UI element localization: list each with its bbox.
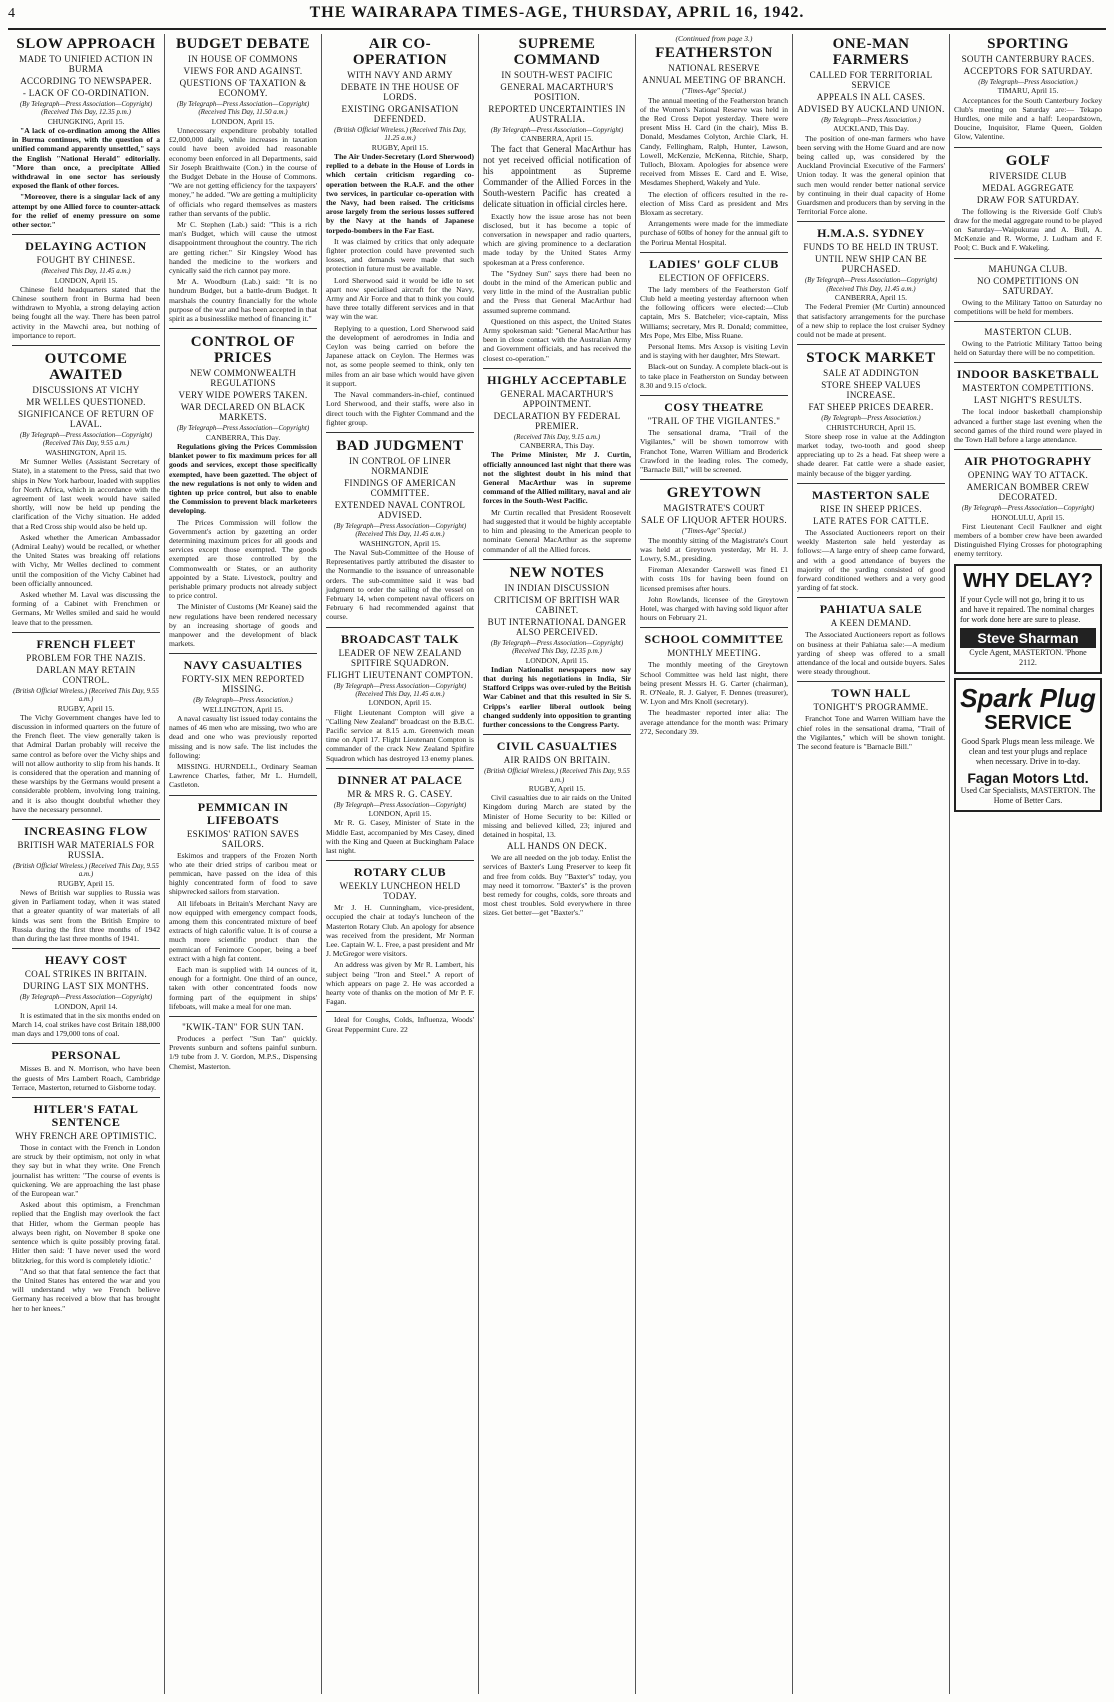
paragraph: The lady members of the Featherston Golf Club held a meeting yesterday afternoon when the following officers were elected:—Club captain, Mrs S. Batcheler; vice-captain, Miss Williams; secretary, Mrs R. Donald; committee, Mrs Pope, Mrs Elbe, Miss Ruane. bbox=[640, 284, 788, 340]
dateline: LONDON, April 15. bbox=[368, 698, 432, 708]
paragraph: The Prime Minister, Mr J. Curtin, officially announced last night that there was not the slightest doubt in his mind that General MacArthur was in supreme command of the Allied military, naval and air forces in the South-West Pacific. bbox=[483, 450, 631, 506]
subheading: - LACK OF CO-ORDINATION. bbox=[22, 88, 150, 98]
advert-address: Cycle Agent, MASTERTON. 'Phone 2112. bbox=[969, 647, 1087, 667]
paragraph: The Federal Premier (Mr Curtin) announced that satisfactory arrangements for the purchase of a new ship to replace the lost cruiser Sydney could not be made at present. bbox=[797, 302, 945, 340]
paragraph: The monthly meeting of the Greytown School Committee was held last night, there being present Messrs H. G. Carter (chairman), R. O'Neale, R. J. Galyer, F. Dennes (treasurer), W. Lyon and Mrs Knoll (secretary). bbox=[640, 660, 788, 707]
advert-fagan-motors bbox=[954, 678, 1102, 812]
subheading: REPORTED UNCERTAINTIES IN AUSTRALIA. bbox=[488, 104, 626, 124]
subheading: MONTHLY MEETING. bbox=[667, 648, 761, 659]
paragraph: Franchot Tone and Warren William have the chief roles in the sensational drama, "Trail of the Vigilantes," which will be shown tonight. The second feature is "Barnacle Bill." bbox=[797, 714, 945, 751]
subheading: MR WELLES QUESTIONED. bbox=[26, 397, 146, 408]
paragraph: Produces a perfect "Sun Tan" quickly. Prevents sunburn and softens painful sunburn. 1/9 tube from J. V. Gordon, M.P.S., Dispensing Chemist, Masterton. bbox=[169, 1034, 317, 1071]
headline: BAD JUDGMENT bbox=[336, 437, 464, 454]
dateline: CANBERRA, April 15. bbox=[520, 134, 594, 144]
byline: (By Telegraph—Press Association—Copyright) (Received This Day, 11.50 a.m.) bbox=[176, 100, 310, 117]
article-civil-casualties bbox=[483, 734, 631, 917]
article-delaying-action bbox=[12, 234, 160, 340]
subheading: MASTERTON COMPETITIONS. bbox=[962, 383, 1094, 394]
headline: LADIES' GOLF CLUB bbox=[649, 256, 779, 271]
article-sporting bbox=[954, 36, 1102, 142]
subheading: IN HOUSE OF COMMONS bbox=[188, 54, 298, 64]
byline: (By Telegraph—Press Association—Copyright) bbox=[176, 424, 310, 433]
paragraph: The Naval commanders-in-chief, continued Lord Sherwood, and their staffs, were also in direct touch with the Fighter Command and the fighter group. bbox=[326, 390, 474, 427]
article-air-cooperation bbox=[326, 36, 474, 427]
subheading: DISCUSSIONS AT VICHY bbox=[32, 385, 140, 396]
article-french-fleet bbox=[12, 632, 160, 814]
headline: AIR PHOTOGRAPHY bbox=[964, 454, 1092, 469]
subheading: DARLAN MAY RETAIN CONTROL. bbox=[36, 664, 136, 685]
byline: (By Telegraph—Press Association—Copyright) (Received This Day, 11.45 a.m.) bbox=[804, 276, 938, 293]
paragraph: Ideal for Coughs, Colds, Influenza, Woods' Great Peppermint Cure. 22 bbox=[326, 1015, 474, 1034]
subheading: DRAW FOR SATURDAY. bbox=[976, 194, 1080, 205]
subheading: A KEEN DEMAND. bbox=[830, 618, 912, 629]
paragraph: It is estimated that in the six months ended on March 14, coal strikes have cost Britain 188,000 man days and 179,000 tons of coal. bbox=[12, 1010, 160, 1039]
paragraph: Civil casualties due to air raids on the United Kingdom during March are stated by the Minister of Home Security to be: Killed or missing and believed killed, 23; injured and detained in hospital, 13. bbox=[483, 793, 631, 839]
paragraph: The fact that General MacArthur has not yet received official notification of his appointment as Supreme Commander of the Allied Forces in the South-western Pacific has created a delicate situation in official circles here. bbox=[483, 143, 631, 209]
paragraph: Each man is supplied with 14 ounces of it, enough for a fortnight. One third of an ounce, taken with other concentrated foods now forming part of the equipment in ships' lifeboats, will make a meal for one man. bbox=[169, 965, 317, 1011]
article-town-hall bbox=[797, 681, 945, 751]
byline: (By Telegraph—Press Association—Copyright) (Received This Day, 11.45 a.m.) bbox=[333, 521, 467, 539]
dateline: LONDON, April 15. bbox=[525, 655, 589, 665]
paragraph: Lord Sherwood said it would be idle to set apart now specialised aircraft for the Navy, Army and Air Force and that to think you could have three totally different services and in that way win the war. bbox=[326, 275, 474, 322]
dateline: CHRISTCHURCH, April 15. bbox=[826, 422, 916, 432]
headline: FEATHERSTON bbox=[655, 45, 773, 62]
subheading: RIVERSIDE CLUB bbox=[989, 170, 1067, 181]
headline: HEAVY COST bbox=[44, 953, 128, 968]
dateline: LONDON, April 15. bbox=[368, 809, 432, 819]
headline: "KWIK-TAN" FOR SUN TAN. bbox=[182, 1022, 304, 1033]
headline: PEMMICAN IN LIFEBOATS bbox=[197, 799, 289, 827]
byline: (By Telegraph—Press Association.) bbox=[978, 78, 1078, 86]
subheading: WEEKLY LUNCHEON HELD TODAY. bbox=[339, 881, 461, 902]
subheading: PROBLEM FOR THE NAZIS. bbox=[26, 652, 146, 663]
subheading: IN INDIAN DISCUSSION bbox=[504, 582, 610, 593]
column-6 bbox=[793, 34, 950, 1694]
headline: MASTERTON CLUB. bbox=[984, 327, 1072, 338]
subheading: LAST NIGHT'S RESULTS. bbox=[973, 395, 1083, 406]
headline: ROTARY CLUB bbox=[353, 865, 447, 880]
paragraph: Indian Nationalist newspapers now say that during his negotiations in India, Sir Stafford Cripps was over-ruled by the British War Cabinet and that this resulted in Sir S. Cripps's earlier liberal outlook being changed suddenly into opposition to granting further concessions to the Congress Party. bbox=[483, 664, 631, 729]
dateline: CANBERRA, April 15. bbox=[834, 293, 908, 303]
advert-address: Used Car Specialists, MASTERTON. The Home of Better Cars. bbox=[960, 785, 1096, 805]
subheading: APPEALS IN ALL CASES. bbox=[816, 92, 926, 102]
headline: MAHUNGA CLUB. bbox=[988, 263, 1068, 274]
paragraph: "And so that that fatal sentence the fact that the United States has entered the war and you will understand why we French believe Germany has received a blow that has brought her to her knees." bbox=[12, 1266, 160, 1313]
paragraph: Those in contact with the French in London are struck by their optimism, not only in what they say but in what they write. One French journalist has written: "The course of events is quickening. We are approaching the last phase of the European war." bbox=[12, 1143, 160, 1199]
headline: SLOW APPROACH bbox=[16, 36, 156, 52]
paragraph: It was claimed by critics that only adequate fighter protection could have prevented such losses, and demands were made that such protection in future must be available. bbox=[326, 236, 474, 274]
article-masterton-sale bbox=[797, 483, 945, 592]
subheading: ELECTION OF OFFICERS. bbox=[658, 272, 770, 283]
subheading: AMERICAN BOMBER CREW DECORATED. bbox=[966, 482, 1090, 503]
subheading: NATIONAL RESERVE bbox=[668, 63, 760, 74]
paragraph: Arrangements were made for the immediate purchase of 60lbs of honey for the annual gift to the Porirua Mental Hospital. bbox=[640, 219, 788, 247]
subheading: IN CONTROL OF LINER NORMANDIE bbox=[348, 455, 452, 476]
dateline: TIMARU, April 15. bbox=[997, 86, 1059, 96]
subheading: LATE RATES FOR CATTLE. bbox=[812, 515, 930, 526]
paragraph: Mr J. H. Cunningham, vice-president, occupied the chair at today's luncheon of the Masterton Rotary Club. An apology for absence was received from the president, Mr Norman Lee. Captain W. L. Free, a past president and Mr J. McGregor were visitors. bbox=[326, 903, 474, 959]
column-3 bbox=[322, 34, 479, 1694]
paragraph: The monthly sitting of the Magistrate's Court was held at Greytown yesterday, Mr H. J. Lowry, S.M., presiding. bbox=[640, 535, 788, 563]
paragraph: The Minister of Customs (Mr Keane) said the new regulations have been rendered necessary by an increasing shortage of goods and manpower and the development of black markets. bbox=[169, 602, 317, 649]
headline: FRENCH FLEET bbox=[36, 636, 136, 651]
byline: (By Telegraph—Press Association—Copyright) (Received This Day, 12.35 p.m.) bbox=[19, 100, 153, 117]
subheading: WAR DECLARED ON BLACK MARKETS. bbox=[180, 402, 306, 423]
paragraph: First Lieutenant Cecil Faulkner and eight members of a bomber crew have been awarded Distinguished Flying Crosses for photographing enemy territory. bbox=[954, 521, 1102, 559]
paragraph: Chinese field headquarters stated that the Chinese southern front in Burma had been withdrawn to Myohla, a strong delaying action being fought all the way. There has been patrol activity in the Mawchi area, but nothing of importance to report. bbox=[12, 284, 160, 340]
headline: OUTCOME AWAITED bbox=[44, 351, 128, 384]
subheading: EXISTING ORGANISATION DEFENDED. bbox=[341, 104, 459, 124]
headline: PERSONAL bbox=[51, 1048, 121, 1063]
subheading: GENERAL MACARTHUR'S POSITION. bbox=[500, 82, 614, 102]
paragraph: Black-out on Sunday. A complete black-out is to take place in Featherston on Sunday between 8.30 and 9.15 o'clock. bbox=[640, 362, 788, 390]
subheading: CALLED FOR TERRITORIAL SERVICE bbox=[809, 70, 933, 90]
advert-text: If your Cycle will not go, bring it to us and have it repaired. The nominal charges for work done here are sure to please. bbox=[960, 594, 1095, 624]
article-broadcast-talk bbox=[326, 627, 474, 763]
paragraph: Unnecessary expenditure probably totalled £2,000,000 daily, while increases in taxation could have been avoided had reasonable economy been enforced in all Departments, said Sir Joseph Braithwaite (Con.) in the course of the Budget Debate in the House of Commons. "We are not getting efficiency for the taxpayers' money," he added. "We are getting a multiplicity of officials who regard themselves as masters rather than servants of the public. bbox=[169, 126, 317, 218]
advert-kwik-tan bbox=[169, 1016, 317, 1071]
article-dinner-at-palace bbox=[326, 768, 474, 855]
headline: DELAYING ACTION bbox=[25, 239, 147, 254]
subheading: SALE OF LIQUOR AFTER HOURS. bbox=[641, 515, 787, 526]
headline: HIGHLY ACCEPTABLE bbox=[487, 372, 627, 387]
paragraph: Exactly how the issue arose has not been disclosed, but it has become a topic of conversation in newspaper and radio quarters, which are giving prominence to a declaration made today by the United States Army spokesman at a Press conference. bbox=[483, 211, 631, 267]
dateline: CANBERRA, This Day. bbox=[205, 432, 281, 442]
paragraph: Misses B. and N. Morrison, who have been the guests of Mrs Lambert Roach, Cambridge Terrace, Masterton, returned to Gisborne today. bbox=[12, 1064, 160, 1092]
subheading: FOUGHT BY CHINESE. bbox=[36, 255, 136, 266]
paragraph: Owing to the Patriotic Military Tattoo being held on Saturday there will be no competition. bbox=[954, 339, 1102, 358]
subheading: "TRAIL OF THE VIGILANTES." bbox=[647, 416, 781, 427]
paragraph: "Moreover, there is a singular lack of any attempt by one Allied force to counter-attack for the relief of enemy pressure on some other sector." bbox=[12, 192, 160, 230]
advert-headline: WHY DELAY? bbox=[962, 569, 1094, 592]
subheading: WHY FRENCH ARE OPTIMISTIC. bbox=[15, 1131, 157, 1142]
headline: PAHIATUA SALE bbox=[819, 602, 923, 617]
article-hitlers-fatal-sentence bbox=[12, 1097, 160, 1313]
masthead bbox=[8, 4, 1106, 30]
subheading: FORTY-SIX MEN REPORTED MISSING. bbox=[181, 674, 305, 695]
article-new-notes bbox=[483, 559, 631, 729]
article-golf bbox=[954, 147, 1102, 253]
paragraph: Asked whether M. Laval was discussing the forming of a Cabinet with Frenchmen or Germans, Mr Welles smiled and said he would leave that to the pressmen. bbox=[12, 589, 160, 627]
paragraph: The "Sydney Sun" says there had been no doubt in the mind of the American public and very little in the mind of the Australian public and the Press that General MacArthur had assumed supreme command. bbox=[483, 268, 631, 315]
article-outcome-awaited bbox=[12, 345, 160, 627]
paragraph: Mr Curtin recalled that President Roosevelt had suggested that it would be highly acceptable to him and pleasing to the American people to nominate General MacArthur as the supreme commander of all the Allied forces. bbox=[483, 507, 631, 554]
dateline: LONDON, April 15. bbox=[211, 116, 275, 126]
headline: BROADCAST TALK bbox=[340, 631, 460, 646]
paragraph: Personal Items. Mrs Axsop is visiting Levin and is staying with her daughter, Mrs Stewart. bbox=[640, 342, 788, 361]
subheading: NO COMPETITIONS ON SATURDAY. bbox=[977, 275, 1079, 296]
headline: CONTROL OF PRICES bbox=[190, 334, 296, 367]
byline: ("Times-Age" Special.) bbox=[681, 87, 747, 96]
subheading: ACCEPTORS FOR SATURDAY. bbox=[963, 66, 1093, 76]
headline: HITLER'S FATAL SENTENCE bbox=[33, 1102, 139, 1130]
headline: SCHOOL COMMITTEE bbox=[644, 632, 784, 647]
dateline: RUGBY, April 15. bbox=[57, 703, 115, 713]
byline: (British Official Wireless.) (Received This Day, 9.55 a.m.) bbox=[13, 862, 159, 879]
article-rotary-club bbox=[326, 860, 474, 1006]
subheading: BRITISH WAR MATERIALS FOR RUSSIA. bbox=[17, 840, 155, 860]
column-7 bbox=[950, 34, 1106, 1694]
headline: TOWN HALL bbox=[831, 686, 911, 701]
column-1 bbox=[8, 34, 165, 1694]
dateline: HONOLULU, April 15. bbox=[991, 512, 1065, 522]
paragraph: We are all needed on the job today. Enlist the services of Baxter's Lung Preserver to keep fit and free from colds. Buy "Baxter's" today, you may need it tomorrow. "Baxter's" is the proven best remedy for coughs, colds, sore throats and most chest troubles. Sold everywhere in three sizes. Get better—get "Baxter's." bbox=[483, 853, 631, 918]
article-featherston bbox=[640, 45, 788, 247]
headline: DINNER AT PALACE bbox=[337, 772, 463, 787]
byline: (By Telegraph—Press Association.) bbox=[821, 116, 921, 124]
paragraph: Mr R. G. Casey, Minister of State in the Middle East, accompanied by Mrs Casey, dined with the King and Queen at Buckingham Palace last night. bbox=[326, 818, 474, 855]
subheading: GENERAL MACARTHUR'S APPOINTMENT. bbox=[500, 388, 614, 409]
subheading: VERY WIDE POWERS TAKEN. bbox=[178, 390, 308, 401]
paragraph: Mr Sumner Welles (Assistant Secretary of State), in a statement to the Press, said that two ships in New York harbour, loaded with supplies for North Africa, which in accordance with the agreement of last week would have sailed shortly, will now be held up pending the clarification of the Vichy situation. He added that a Red Cross ship would also be held up. bbox=[12, 457, 160, 531]
subheading: SIGNIFICANCE OF RETURN OF LAVAL. bbox=[18, 409, 154, 430]
subheading: DECLARATION BY FEDERAL PREMIER. bbox=[493, 410, 621, 431]
subheading: QUESTIONS OF TAXATION & ECONOMY. bbox=[179, 78, 307, 98]
paragraph: Flight Lieutenant Compton will give a "Calling New Zealand" broadcast on the B.B.C. Pacific service at 8.15 a.m. Greenwich mean time on April 17. Flight Lieutenant Compton is commander of the crack New Zealand Spitfire Squadron which has destroyed 13 enemy planes. bbox=[326, 707, 474, 763]
article-stock-market bbox=[797, 344, 945, 478]
subheading: LEADER OF NEW ZEALAND SPITFIRE SQUADRON. bbox=[338, 647, 462, 668]
paragraph: The Associated Auctioneers report as follows on business at their Pahiatua sale:—A medium yarding of sheep was offered to a small attendance of the local and outside buyers. Sales were steady throughout. bbox=[797, 630, 945, 677]
subheading: ACCORDING TO NEWSPAPER. bbox=[20, 76, 152, 86]
paragraph: The Prices Commission will follow the Government's action by gazetting an order determining maximum prices for all goods and services except those exempted. The goods exempted are those controlled by the Commonwealth or States, or an authority appointed by a State. Livestock, poultry and perishable primary products not already subject to price control. bbox=[169, 517, 317, 601]
subheading: SOUTH CANTERBURY RACES. bbox=[961, 54, 1095, 64]
dateline: CANBERRA, This Day. bbox=[519, 441, 595, 451]
paragraph: The sensational drama, "Trail of the Vigilantes," will be shown tomorrow with Franchot Tone, Warren William and Broderick Crawford in the leading roles. The comedy, "Barnacle Bill," will be screened. bbox=[640, 428, 788, 474]
byline: (By Telegraph—Press Association—Copyright) bbox=[961, 504, 1095, 513]
byline: (By Telegraph—Press Association.) bbox=[193, 696, 293, 705]
paragraph: A naval casualty list issued today contains the names of 46 men who are missing, two who are dead and one who was previously reported missing and is now safe. The list includes the following: bbox=[169, 713, 317, 760]
subheading: ANNUAL MEETING OF BRANCH. bbox=[642, 75, 786, 86]
newspaper-page bbox=[8, 4, 1106, 1694]
subheading: ADVISED BY AUCKLAND UNION. bbox=[797, 104, 945, 114]
byline: ("Times-Age" Special.) bbox=[681, 527, 747, 536]
subheading: BUT INTERNATIONAL DANGER ALSO PERCEIVED. bbox=[487, 616, 627, 637]
dateline: WASHINGTON, April 15. bbox=[359, 538, 441, 548]
article-mahunga-club bbox=[954, 258, 1102, 316]
columns bbox=[8, 34, 1106, 1694]
byline: (By Telegraph—Press Association.) bbox=[821, 414, 921, 423]
article-control-of-prices bbox=[169, 328, 317, 648]
paragraph: Questioned on this aspect, the United States Army spokesman said: "General MacArthur has been in close contact with the Australian Army and Government officials, and has received the closest co-operation." bbox=[483, 316, 631, 363]
article-masterton-club bbox=[954, 321, 1102, 357]
dateline: AUCKLAND, This Day. bbox=[833, 124, 909, 134]
subheading: MR & MRS R. G. CASEY. bbox=[347, 788, 453, 799]
subheading: COAL STRIKES IN BRITAIN. bbox=[24, 969, 148, 980]
paragraph: Mr A. Woodburn (Lab.) said: "It is no hundrum Budget, but a battle-drum Budget. It marshals the country financially for the whole purpose of the war and has been accepted in that spirit as a businesslike method of financing it." bbox=[169, 277, 317, 324]
byline: (Received This Day, 11.45 a.m.) bbox=[41, 267, 131, 276]
subheading: FINDINGS OF AMERICAN COMMITTEE. bbox=[344, 477, 456, 498]
paragraph: Fireman Alexander Carswell was fined £1 with costs 10s for having been found on licensed premises after hours. bbox=[640, 565, 788, 593]
paragraph: Owing to the Military Tattoo on Saturday no competitions will be held for members. bbox=[954, 297, 1102, 316]
paragraph: The annual meeting of the Featherston branch of the Women's National Reserve was held in the Red Cross Depot yesterday. There were present Miss H. Card (in the chair), Miss B. Donald, Mesdames Colyton, Archie Clark, H. Candy, Fellingham, Ralph, Hunter, Lawson, Lowell, McKenzie, McKenna, Ritchie, Sharp, Tulloch, Bloxam. Apologies for absence were received from Misses E. Card and E. Wise, Mesdames Shepherd, Wakely and Yule. bbox=[640, 95, 788, 188]
byline: (By Telegraph—Press Association—Copyright) (Received This Day, 9.55 a.m.) bbox=[19, 431, 153, 448]
dateline: RUGBY, April 15. bbox=[57, 878, 115, 888]
article-indoor-basketball bbox=[954, 362, 1102, 444]
subheading: MADE TO UNIFIED ACTION IN BURMA bbox=[19, 54, 153, 74]
paragraph: The local indoor basketball championship advanced a further stage last evening when the second games of the third round were played in the Town Hall before a large attendance. bbox=[954, 407, 1102, 445]
subheading: SALE AT ADDINGTON bbox=[823, 368, 919, 379]
paragraph: The headmaster reported inter alia: The average attendance for the month was: Primary 272, Secondary 39. bbox=[640, 708, 788, 736]
headline: CIVIL CASUALTIES bbox=[496, 739, 618, 754]
paragraph: Mr C. Stephen (Lab.) said: "This is a rich man's Budget, which will cause the utmost disappointment throughout the country. The rich are getting richer." Sir Kingsley Wood has handed the medicine to the workers and cynically said the rich cannot pay more. bbox=[169, 220, 317, 276]
headline: H.M.A.S. SYDNEY bbox=[817, 226, 925, 241]
subheading: CRITICISM OF BRITISH WAR CABINET. bbox=[494, 594, 620, 615]
article-budget-debate bbox=[169, 36, 317, 323]
paragraph: An address was given by Mr R. Lambert, his subject being "Iron and Steel." A report of which appears on page 2. He was accorded a hearty vote of thanks on the motion of Mr P. F. Fagan. bbox=[326, 960, 474, 1007]
headline: ONE-MAN FARMERS bbox=[832, 36, 910, 68]
headline: NEW NOTES bbox=[509, 564, 605, 581]
advert-text: Good Spark Plugs mean less mileage. We clean and test your plugs and replace when necessary. Drive in to-day. bbox=[961, 736, 1095, 766]
article-highly-acceptable bbox=[483, 368, 631, 554]
byline: (British Official Wireless.) (Received This Day, 9.55 a.m.) bbox=[484, 767, 630, 784]
article-bad-judgment bbox=[326, 432, 474, 622]
article-navy-casualties bbox=[169, 653, 317, 789]
subheading: RISE IN SHEEP PRICES. bbox=[820, 503, 922, 514]
headline: NAVY CASUALTIES bbox=[183, 658, 303, 673]
headline: STOCK MARKET bbox=[806, 350, 936, 367]
headline: BUDGET DEBATE bbox=[176, 36, 310, 52]
page-number: 4 bbox=[8, 6, 15, 21]
advert-peppermint-cure bbox=[326, 1011, 474, 1033]
byline: (By Telegraph—Press Association—Copyright) (Received This Day, 11.45 a.m.) bbox=[333, 681, 467, 698]
paragraph: News of British war supplies to Russia was given in Parliament today, when it was stated that a greater quantity of war materials of all kinds was sent from the British Empire to Russia during the first three months of 1942 than during the last three months of 1941. bbox=[12, 888, 160, 944]
paragraph: Eskimos and trappers of the Frozen North who ate their dried strips of caribou meat or pemmican, have passed on the idea of this highly concentrated form of food to save shipwrecked sailors from starvation. bbox=[169, 850, 317, 897]
paragraph: Asked whether the American Ambassador (Admiral Leahy) would be recalled, or whether the United States was breaking off relations with Vichy, Mr Welles declined to comment until the composition of the Vichy Cabinet had been officially announced. bbox=[12, 532, 160, 588]
dateline: WASHINGTON, April 15. bbox=[45, 447, 127, 457]
byline: (Received This Day, 9.15 a.m.) bbox=[513, 432, 601, 441]
dateline: LONDON, April 15. bbox=[54, 275, 118, 285]
headline: SPORTING bbox=[987, 36, 1069, 52]
subheading: TONIGHT'S PROGRAMME. bbox=[813, 702, 929, 713]
article-one-man-farmers bbox=[797, 36, 945, 216]
headline: AIR CO-OPERATION bbox=[352, 36, 448, 68]
paragraph: The Vichy Government changes have led to discussion in informed quarters on the future of the French fleet. The view generally taken is that Admiral Darlan probably will receive the same control as before over the Vichy ships and will not allow authority to slip from his hands. It is considered that the operation and manning of these warships by the Germans would present a considerable problem, involving long training, and it is also thought doubtful whether they have the necessary personnel. bbox=[12, 712, 160, 814]
paragraph: The position of one-man farmers who have been serving with the Home Guard and are now being called up, was considered by the Auckland Provincial Executive of the Farmers' Union today. It was the general opinion that such men would render better national service by continuing in their dual capacity of Home Guardsmen and producers than by serving in the Territorial Force alone. bbox=[797, 133, 945, 217]
dateline: WELLINGTON, April 15. bbox=[202, 704, 284, 714]
byline: (By Telegraph—Press Association—Copyright) (Received This Day, 12.35 p.m.) bbox=[490, 638, 624, 656]
headline: INDOOR BASKETBALL bbox=[956, 367, 1100, 382]
article-cosy-theatre bbox=[640, 395, 788, 474]
subheading: STORE SHEEP VALUES INCREASE. bbox=[821, 380, 921, 401]
subheading: EXTENDED NAVAL CONTROL ADVISED. bbox=[334, 499, 466, 520]
paragraph: The Associated Auctioneers report on their weekly Masterton sale held yesterday as follows:—A large entry of sheep came forward, and with a good attendance of buyers the majority of the yarding consisted of good forward conditioned wethers and a very good yarding of fat stock. bbox=[797, 527, 945, 593]
article-air-photography bbox=[954, 449, 1102, 558]
paragraph: Store sheep rose in value at the Addington market today, two-tooth and good sheep appreciating up to 2s a head. Fat sheep were a shade dearer. Fat cattle were a shade easier, mainly because of the bigger yarding. bbox=[797, 431, 945, 478]
subheading: IN SOUTH-WEST PACIFIC bbox=[501, 70, 613, 80]
dateline: RUGBY, April 15. bbox=[528, 783, 586, 793]
headline: INCREASING FLOW bbox=[24, 824, 148, 838]
article-personal bbox=[12, 1043, 160, 1092]
continued-note: (Continued from page 3.) bbox=[675, 34, 753, 43]
byline: (British Official Wireless.) (Received This Day, 9.55 a.m.) bbox=[13, 686, 159, 704]
byline: (By Telegraph—Press Association—Copyright) bbox=[490, 126, 624, 134]
article-supreme-command bbox=[483, 36, 631, 363]
paragraph: MISSING. HURNDELL, Ordinary Seaman Lawrence Charles, father, Mr L. Hurndell, Castleton. bbox=[169, 761, 317, 790]
subheading: NEW COMMONWEALTH REGULATIONS bbox=[189, 368, 297, 389]
paragraph: John Rowlands, licensee of the Greytown Hotel, was charged with having sold liquor after hours on February 21. bbox=[640, 594, 788, 623]
byline: (By Telegraph—Press Association—Copyright) bbox=[19, 993, 153, 1002]
article-greytown bbox=[640, 479, 788, 622]
article-ladies-golf-club bbox=[640, 252, 788, 390]
paragraph: The Naval Sub-Committee of the House of Representatives partly attributed the disaster to the Normandie to the issuance of unreasonable orders. The sub-committee said it was bad judgment to order the sailing of the vessel on February 14, when competent naval officers on February 6 had recommended against that course. bbox=[326, 547, 474, 622]
subheading: FAT SHEEP PRICES DEARER. bbox=[808, 402, 934, 413]
article-increasing-flow bbox=[12, 819, 160, 943]
advert-headline: Spark Plug bbox=[960, 682, 1096, 713]
article-pemmican bbox=[169, 795, 317, 1011]
article-slow-approach bbox=[12, 36, 160, 229]
headline: MASTERTON SALE bbox=[811, 487, 931, 502]
paragraph: The Air Under-Secretary (Lord Sherwood) replied to a debate in the House of Lords in which certain criticism regarding co-operation between the R.A.F. and the other two services, in particular co-operation with the Navy, had been raised. The criticisms arose largely from the serious losses suffered by the Navy at the hands of Japanese torpedo-bombers in the Far East. bbox=[326, 152, 474, 235]
article-hmas-sydney bbox=[797, 221, 945, 339]
dateline: LONDON, April 14. bbox=[54, 1001, 118, 1011]
byline: (British Official Wireless.) (Received This Day, 11.25 a.m.) bbox=[334, 126, 466, 143]
subheading: UNTIL NEW SHIP CAN BE PURCHASED. bbox=[815, 254, 927, 275]
headline: SUPREME COMMAND bbox=[513, 36, 601, 68]
paragraph: Acceptances for the South Canterbury Jockey Club's meeting on Saturday are:— Tekapo Hurdles, one mile and a half: Leopardstown, Doucine, Inquisitor, Flame Queen, Golden Glow, Valentine. bbox=[954, 95, 1102, 142]
paragraph: The following is the Riverside Golf Club's draw for the medal aggregate round to be played on Saturday—Waipukurau and A. Bull, A. McKenzie and R. Worme, J. Ludham and F. Pool; C. Buck and F. Wakeling. bbox=[954, 206, 1102, 253]
column-2 bbox=[165, 34, 322, 1694]
paragraph: Asked about this optimism, a Frenchman replied that the English may overlook the fact that Hitler, whom the German people has always been right, on November 8 spoke one sentence which is quite possibly proving fatal. Hitler then said: 'I have never used the word blitzkrieg, for this word is completely idiotic.' bbox=[12, 1200, 160, 1265]
paragraph: Replying to a question, Lord Sherwood said the development of aerodromes in India and Ceylon was being carried on before the Japanese attack on Ceylon. The Hermes was not, as some people seemed to think, only ten miles from an air base which would have given it support. bbox=[326, 323, 474, 388]
headline: GREYTOWN bbox=[666, 485, 762, 502]
column-5 bbox=[636, 34, 793, 1694]
article-pahiatua-sale bbox=[797, 597, 945, 676]
subheading: FUNDS TO BE HELD IN TRUST. bbox=[803, 242, 939, 253]
subheading: WITH NAVY AND ARMY bbox=[347, 70, 453, 80]
article-heavy-cost bbox=[12, 948, 160, 1038]
paragraph: Regulations giving the Prices Commission blanket power to fix maximum prices for all goods and services, except those specifically exempted, have been gazetted. The object of the new regulations is not only to widen and tighten up price control, but also to enable the Commission to prevent black marketeers developing. bbox=[169, 441, 317, 516]
subheading: FLIGHT LIEUTENANT COMPTON. bbox=[326, 669, 474, 680]
headline: COSY THEATRE bbox=[664, 400, 764, 415]
column-4 bbox=[479, 34, 636, 1694]
advert-subheadline: SERVICE bbox=[984, 711, 1072, 734]
paragraph: The election of officers resulted in the re-election of Miss Card as president and Mrs Bloxam as secretary. bbox=[640, 189, 788, 218]
subheading: VIEWS FOR AND AGAINST. bbox=[183, 66, 303, 76]
advert-name: Steve Sharman bbox=[960, 628, 1096, 648]
paragraph: All lifeboats in Britain's Merchant Navy are now equipped with emergency compact foods, among them this concentrated mixture of beef extracts of high calorific value. It is of course a much more scientific product than the pemmican of Fenimore Cooper, being a beef extract with a high fat content. bbox=[169, 898, 317, 963]
subheading: OPENING WAY TO ATTACK. bbox=[967, 470, 1089, 481]
headline: GOLF bbox=[1005, 152, 1051, 169]
subheading: DEBATE IN THE HOUSE OF LORDS. bbox=[340, 82, 460, 102]
article-school-committee bbox=[640, 627, 788, 736]
subheading: MEDAL AGGREGATE bbox=[982, 182, 1074, 193]
subheading: AIR RAIDS ON BRITAIN. bbox=[503, 755, 611, 766]
subheading: ALL HANDS ON DECK. bbox=[506, 841, 608, 852]
dateline: CHUNGKING, April 15. bbox=[47, 116, 125, 126]
paragraph: "A lack of co-ordination among the Allies in Burma continues, with the question of a unified command apparently unsettled," says the English "National Herald" editorially. "More than once, a precipitate Allied withdrawal in one sector has seriously exposed the flank of other forces. bbox=[12, 126, 160, 191]
advert-steve-sharman bbox=[954, 564, 1102, 674]
advert-name: Fagan Motors Ltd. bbox=[967, 769, 1089, 786]
subheading: MAGISTRATE'S COURT bbox=[663, 503, 765, 514]
subheading: DURING LAST SIX MONTHS. bbox=[23, 981, 149, 992]
page-title: THE WAIRARAPA TIMES-AGE, THURSDAY, APRIL 16, 1942. bbox=[309, 4, 805, 21]
dateline: RUGBY, April 15. bbox=[371, 142, 429, 152]
subheading: ESKIMOS' RATION SAVES SAILORS. bbox=[186, 828, 300, 849]
byline: (By Telegraph—Press Association—Copyright) bbox=[333, 800, 467, 809]
